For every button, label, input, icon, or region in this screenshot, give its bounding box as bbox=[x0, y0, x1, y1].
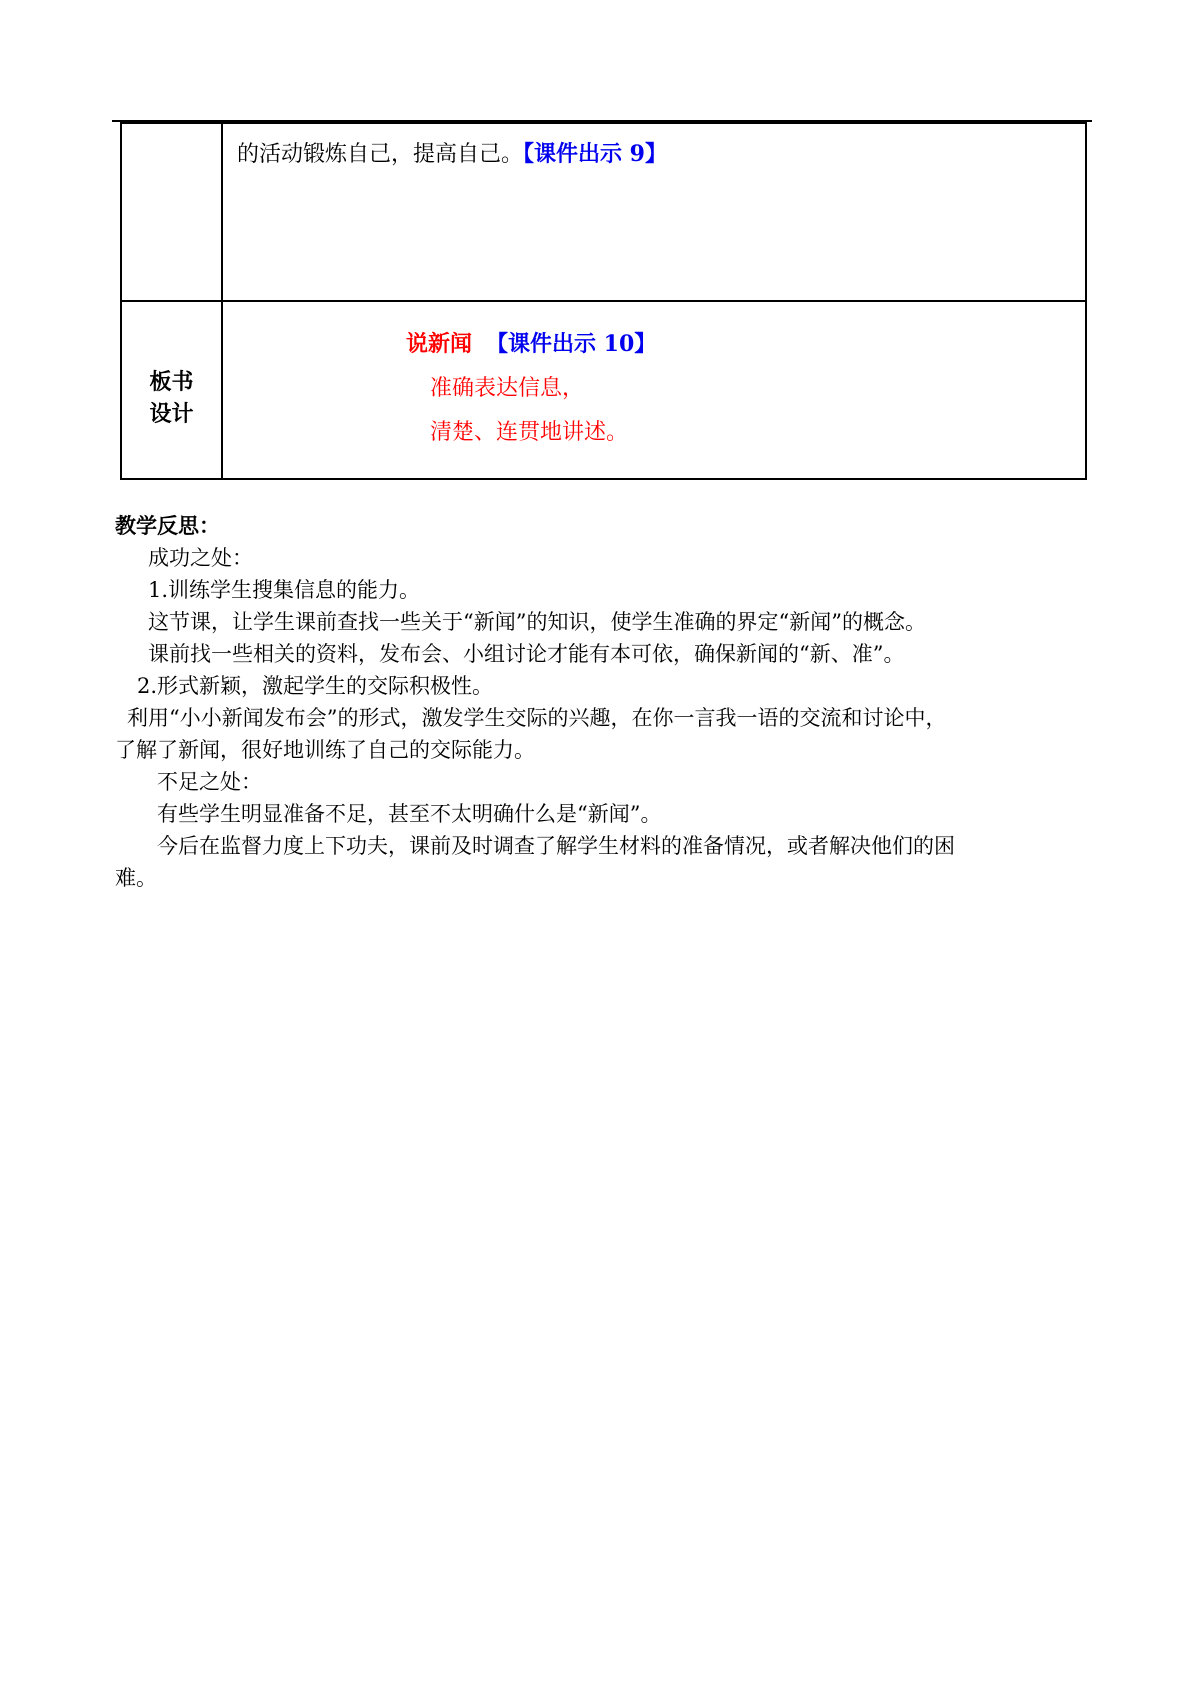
reflection-paragraph5-cont: 难。 bbox=[115, 866, 157, 890]
board-line3: 清楚、连贯地讲述。 bbox=[430, 420, 629, 445]
row1-text: 的活动锻炼自己，提高自己。 bbox=[237, 142, 524, 167]
reflection-point1: 1.训练学生搜集信息的能力。 bbox=[148, 578, 421, 602]
reflection-paragraph3-cont: 了解了新闻，很好地训练了自己的交际能力。 bbox=[115, 738, 535, 762]
reflection-success-heading: 成功之处： bbox=[148, 546, 253, 570]
row1-courseware-ref: 【课件出示 9】 bbox=[523, 141, 667, 167]
board-heading: 说新闻 bbox=[406, 331, 473, 357]
reflection-paragraph1: 这节课，让学生课前查找一些关于“新闻”的知识，使学生准确的界定“新闻”的概念。 bbox=[148, 610, 926, 634]
reflection-paragraph3: 利用“小小新闻发布会”的形式，激发学生交际的兴趣，在你一言我一语的交流和讨论中， bbox=[127, 706, 947, 730]
row2-content-cell bbox=[222, 301, 1086, 479]
reflection-shortcoming-heading: 不足之处： bbox=[157, 770, 262, 794]
row2-label-cell bbox=[121, 301, 222, 479]
table-row-board-design bbox=[121, 301, 1086, 479]
table-row-activity bbox=[121, 123, 1086, 301]
reflection-paragraph2: 课前找一些相关的资料，发布会、小组讨论才能有本可依，确保新闻的“新、准”。 bbox=[148, 642, 905, 666]
reflection-title: 教学反思： bbox=[115, 513, 220, 538]
board-line2: 准确表达信息， bbox=[430, 376, 585, 401]
board-courseware-ref: 【课件出示 10】 bbox=[486, 331, 657, 357]
reflection-section bbox=[115, 510, 1095, 894]
reflection-paragraph4: 有些学生明显准备不足，甚至不太明确什么是“新闻”。 bbox=[157, 802, 662, 826]
board-label-line1: 板书 bbox=[149, 369, 194, 395]
row1-content-cell bbox=[222, 123, 1086, 301]
reflection-paragraph5: 今后在监督力度上下功夫，课前及时调查了解学生材料的准备情况，或者解决他们的困 bbox=[157, 834, 955, 858]
row1-label-cell bbox=[121, 123, 222, 301]
reflection-point2: 2.形式新颖，激起学生的交际积极性。 bbox=[137, 674, 494, 698]
board-label-line2: 设计 bbox=[149, 401, 194, 427]
lesson-table bbox=[120, 122, 1087, 480]
